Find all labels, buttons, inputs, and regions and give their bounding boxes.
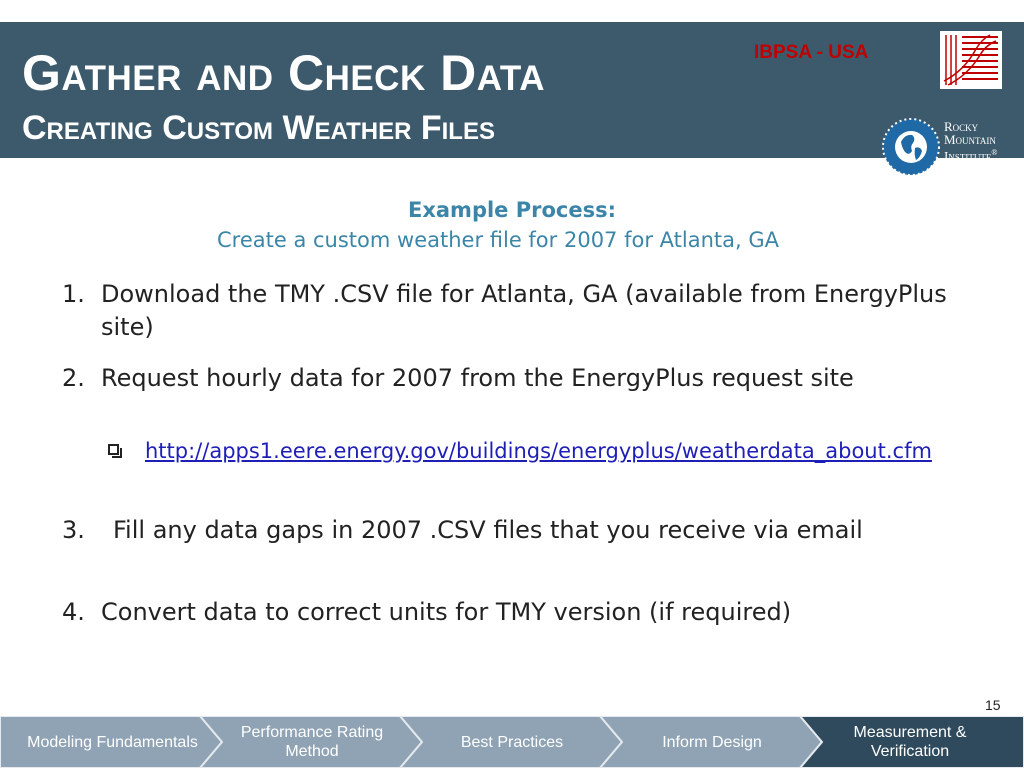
rmi-line-1: Rocky <box>944 119 979 134</box>
nav-modeling-fundamentals[interactable]: Modeling Fundamentals <box>27 733 198 751</box>
step-number: 1. <box>62 280 85 308</box>
step-text: Convert data to correct units for TMY version (if required) <box>101 598 792 626</box>
bottom-nav <box>0 716 1024 768</box>
list-item <box>62 596 1002 629</box>
globe-icon <box>882 118 940 176</box>
checkbox-bullet-icon <box>108 444 119 455</box>
nav-performance-rating-method[interactable]: Performance Rating Method <box>240 724 384 760</box>
list-item <box>62 278 962 344</box>
nav-best-practices[interactable]: Best Practices <box>460 733 564 751</box>
step-text: Fill any data gaps in 2007 .CSV files that you receive via email <box>113 516 863 544</box>
rmi-wordmark <box>944 120 1014 162</box>
nav-inform-design[interactable]: Inform Design <box>662 733 762 751</box>
step-number: 4. <box>62 598 85 626</box>
rmi-line-3: Institute® <box>944 148 998 164</box>
list-item <box>62 362 962 395</box>
step-text: Request hourly data for 2007 from the EnergyPlus request site <box>101 364 854 392</box>
step-number: 3. <box>62 516 85 544</box>
page-number: 15 <box>985 697 1001 713</box>
list-item <box>62 514 942 547</box>
nav-measurement-verification[interactable]: Measurement & Verification <box>853 724 967 760</box>
step-number: 2. <box>62 364 85 392</box>
ibpsa-label: IBPSA - USA <box>754 42 869 63</box>
rmi-line-2: Mountain <box>944 132 996 147</box>
example-title: Example Process: <box>408 198 616 222</box>
step-text: Download the TMY .CSV file for Atlanta, GA (available from EnergyPlus site) <box>101 280 947 341</box>
weather-data-link[interactable]: http://apps1.eere.energy.gov/buildings/energyplus/weatherdata_about.cfm <box>145 439 932 463</box>
example-subtitle: Create a custom weather file for 2007 for Atlanta, GA <box>217 228 779 252</box>
page-subtitle: Creating Custom Weather Files <box>22 109 495 147</box>
ibpsa-logo-icon <box>940 31 1002 89</box>
header-banner <box>0 22 1024 164</box>
page-title: Gather and Check Data <box>22 45 545 101</box>
